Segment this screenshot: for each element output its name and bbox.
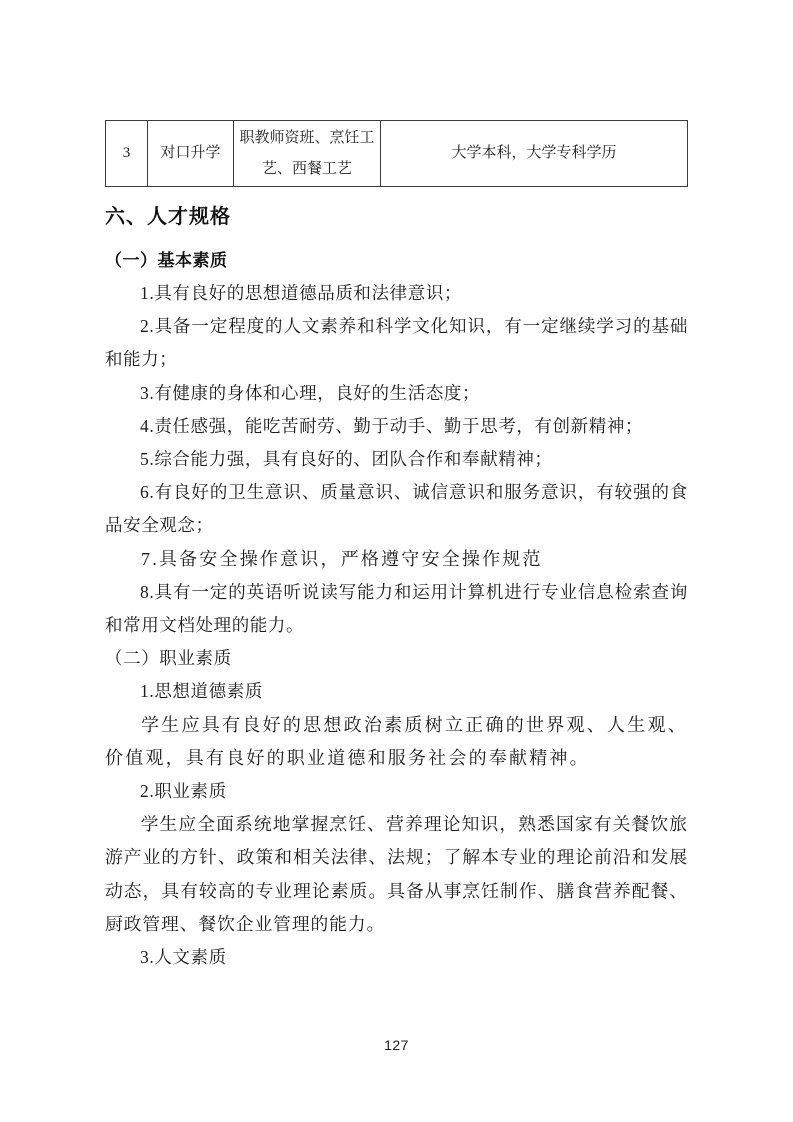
list-item: 4.责任感强，能吃苦耐劳、勤于动手、勤于思考，有创新精神； — [140, 415, 644, 436]
paragraph: 学生应全面系统地掌握烹饪、营养理论知识，熟悉国家有关餐饮旅游产业的方针、政策和相关法律、法规；了解本专业的理论前沿和发展动态，具有较高的专业理论素质。具备从事烹饪制作、膳食营养配餐、厨政管理、餐饮企业管理的能力。 — [105, 814, 688, 934]
list-item: 3.有健康的身体和心理，良好的生活态度； — [140, 382, 481, 403]
list-item: 5.综合能力强，具有良好的、团队合作和奉献精神； — [140, 449, 553, 470]
list-item: 6.有良好的卫生意识、质量意识、诚信意识和服务意识，有较强的食品安全观念； — [105, 482, 688, 536]
sub-item-heading: 1.思想道德素质 — [140, 681, 263, 702]
page-number: 127 — [384, 1037, 409, 1053]
table-cell-row-number: 3 — [106, 121, 148, 187]
section2-heading: （二）职业素质 — [105, 648, 232, 669]
list-item: 8.具有一定的英语听说读写能力和运用计算机进行专业信息检索查询和常用文档处理的能力。 — [105, 581, 688, 636]
sub-item-heading: 3.人文素质 — [140, 947, 227, 968]
section1-heading: （一）基本素质 — [105, 251, 228, 270]
list-item: 7.具备安全操作意识，严格遵守安全操作规范 — [141, 548, 543, 569]
table-cell-class-types: 职教师资班、烹饪工艺、西餐工艺 — [234, 121, 381, 187]
section1-body — [105, 277, 688, 642]
list-item: 1.具有良好的思想道德品质和法律意识； — [140, 283, 463, 303]
chapter-heading: 六、人才规格 — [105, 206, 231, 228]
section2-body — [105, 642, 688, 974]
sub-item-heading: 2.职业素质 — [140, 781, 227, 802]
table-cell-category: 对口升学 — [148, 121, 234, 187]
page-content — [105, 120, 688, 974]
enrollment-direction-table — [105, 120, 688, 187]
list-item: 2.具备一定程度的人文素养和科学文化知识，有一定继续学习的基础和能力； — [105, 316, 688, 370]
table-cell-qualification: 大学本科，大学专科学历 — [381, 121, 688, 187]
table-row — [106, 121, 688, 187]
paragraph: 学生应具有良好的思想政治素质树立正确的世界观、人生观、价值观，具有良好的职业道德和服务社会的奉献精神。 — [105, 714, 688, 768]
